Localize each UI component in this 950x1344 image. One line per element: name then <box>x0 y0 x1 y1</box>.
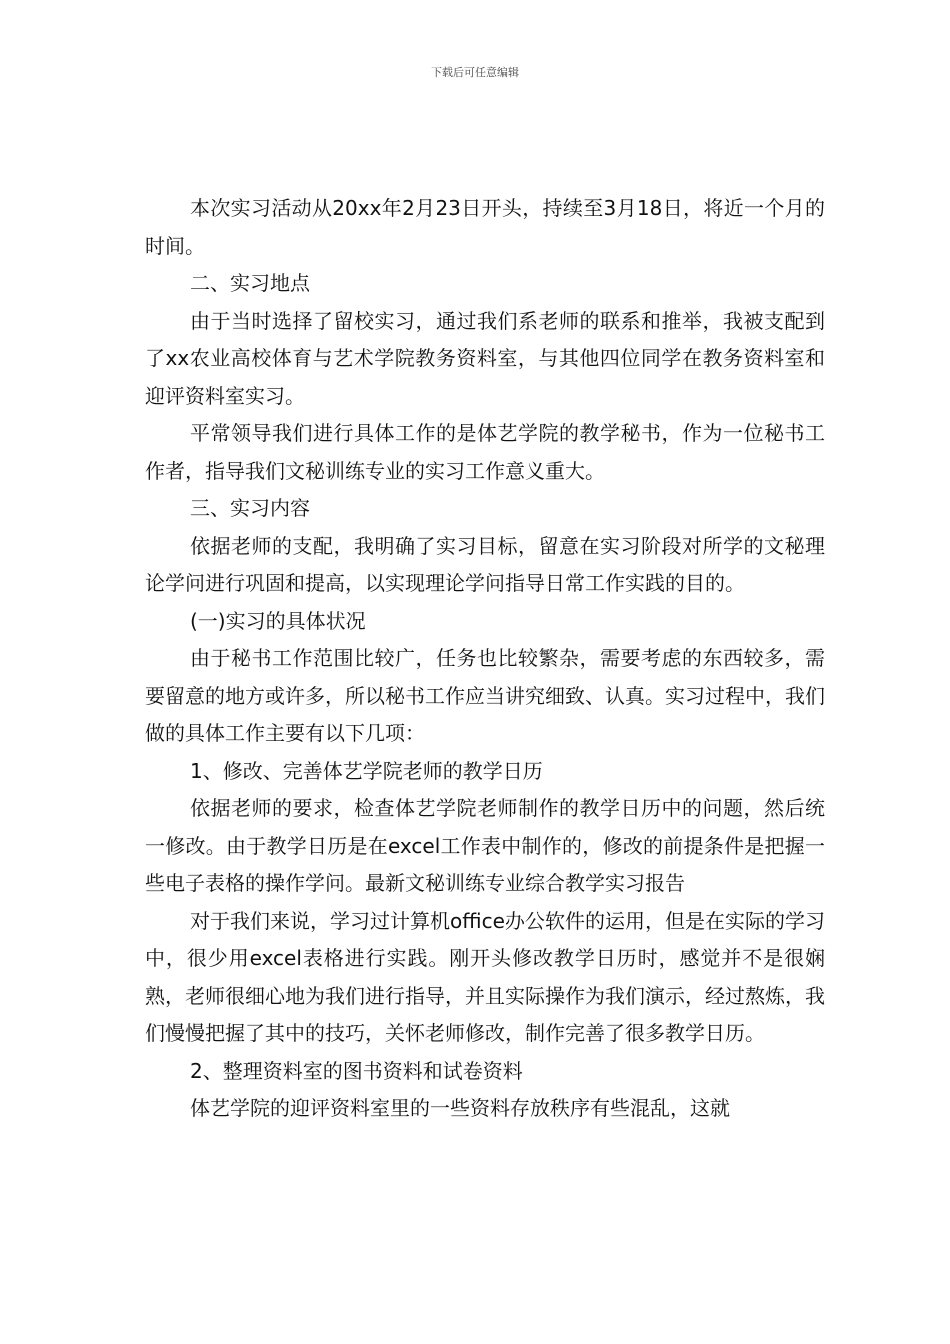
paragraph-excel-practice: 对于我们来说，学习过计算机office办公软件的运用，但是在实际的学习中，很少用excel表格进行实践。刚开头修改教学日历时，感觉并不是很娴熟，老师很细心地为我们进行指导，并且实际操作为我们演示，经过熬炼，我们慢慢把握了其中的技巧，关怀老师修改，制作完善了很多教学日历。 <box>145 908 825 1045</box>
paragraph-location: 由于当时选择了留校实习，通过我们系老师的联系和推举，我被支配到了xx农业高校体育与艺术学院教务资料室，与其他四位同学在教务资料室和迎评资料室实习。 <box>145 308 825 408</box>
header-note: 下载后可任意编辑 <box>431 66 519 79</box>
heading-item-1: 1、修改、完善体艺学院老师的教学日历 <box>190 758 543 783</box>
paragraph-goals: 依据老师的支配，我明确了实习目标，留意在实习阶段对所学的文秘理论学问进行巩固和提高，以实现理论学问指导日常工作实践的目的。 <box>145 533 825 595</box>
document-body <box>145 190 825 1128</box>
paragraph-calendar-edit: 依据老师的要求，检查体艺学院老师制作的教学日历中的问题，然后统一修改。由于教学日历是在excel工作表中制作的，修改的前提条件是把握一些电子表格的操作学问。最新文秘训练专业综合教学实习报告 <box>145 796 825 895</box>
paragraph-duration: 本次实习活动从20xx年2月23日开头，持续至3月18日，将近一个月的时间。 <box>145 196 825 258</box>
heading-internship-location: 二、实习地点 <box>190 271 310 295</box>
paragraph-work-scope: 由于秘书工作范围比较广，任务也比较繁杂，需要考虑的东西较多，需要留意的地方或许多，所以秘书工作应当讲究细致、认真。实习过程中，我们做的具体工作主要有以下几项： <box>145 646 825 745</box>
heading-specific-situation: (一)实习的具体状况 <box>190 608 366 633</box>
heading-internship-content: 三、实习内容 <box>190 496 310 520</box>
heading-item-2: 2、整理资料室的图书资料和试卷资料 <box>190 1058 523 1083</box>
paragraph-supervisor: 平常领导我们进行具体工作的是体艺学院的教学秘书，作为一位秘书工作者，指导我们文秘训练专业的实习工作意义重大。 <box>145 421 825 483</box>
paragraph-archive: 体艺学院的迎评资料室里的一些资料存放秩序有些混乱，这就 <box>190 1096 730 1120</box>
